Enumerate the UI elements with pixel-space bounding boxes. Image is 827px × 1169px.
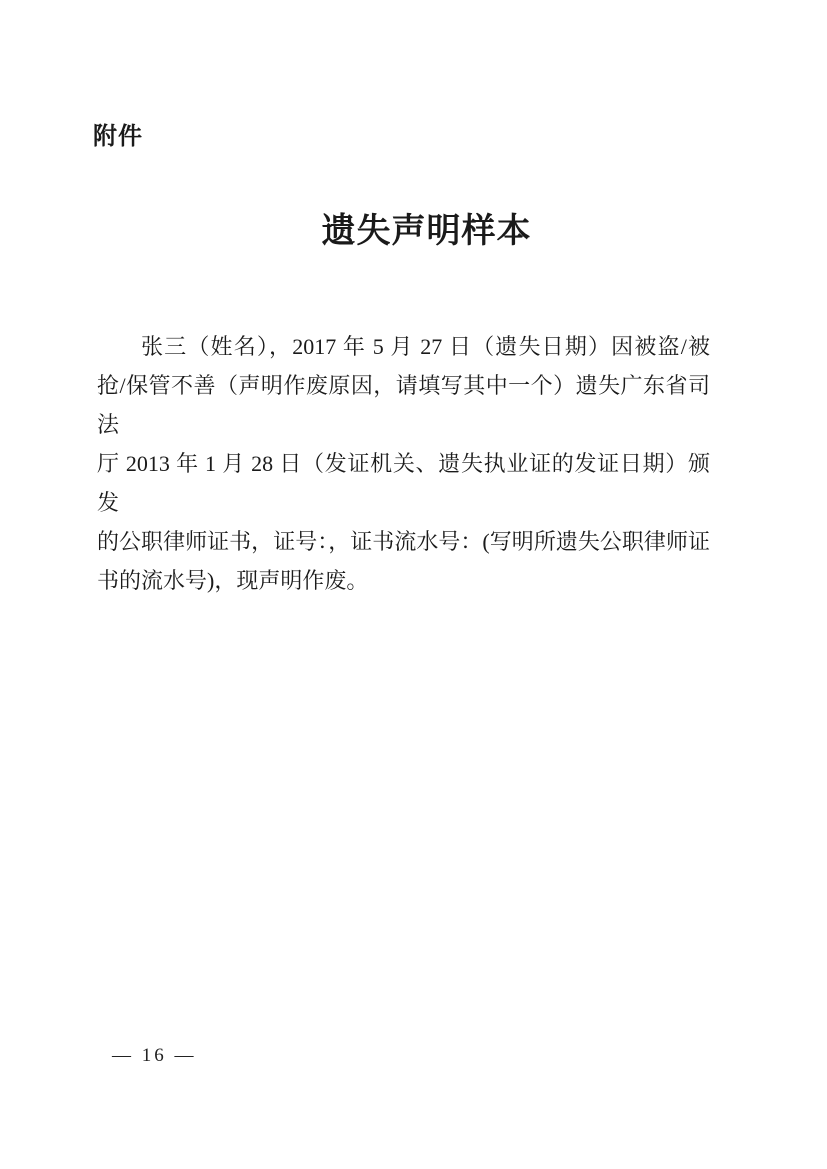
body-line-5: 书的流水号)，现声明作废。 (97, 568, 369, 593)
attachment-label: 附件 (93, 123, 143, 150)
page-number: — 16 — (112, 1045, 197, 1066)
document-body (97, 327, 710, 600)
body-line-1: 张三（姓名），2017 年 5 月 27 日（遗失日期）因被盗/被 (141, 334, 710, 359)
document-title: 遗失声明样本 (321, 213, 532, 250)
body-line-4: 的公职律师证书，证号：，证书流水号：(写明所遗失公职律师证 (97, 529, 710, 554)
body-line-2: 抢/保管不善（声明作废原因，请填写其中一个）遗失广东省司法 (97, 373, 710, 437)
body-line-3: 厅 2013 年 1 月 28 日（发证机关、遗失执业证的发证日期）颁发 (97, 451, 710, 515)
